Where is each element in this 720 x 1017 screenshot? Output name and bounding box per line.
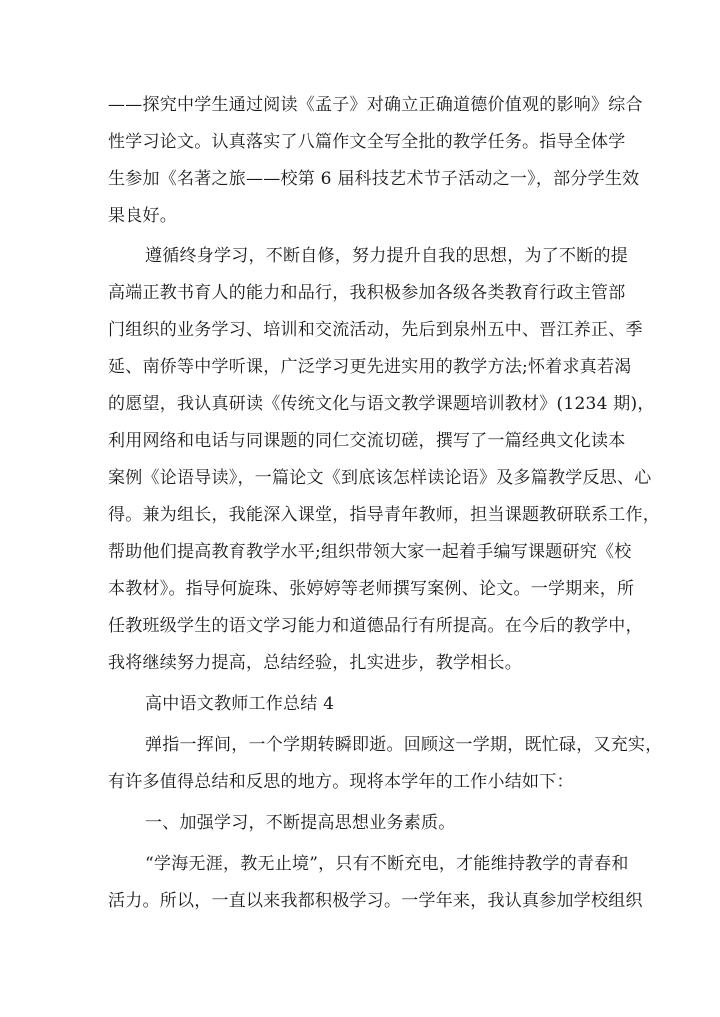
paragraph-line: 高端正教书育人的能力和品行，我积极参加各级各类教育行政主管部: [108, 283, 626, 303]
paragraph-line: 利用网络和电话与同课题的同仁交流切磋，撰写了一篇经典文化读本: [108, 431, 626, 451]
paragraph-line: 遵循终身学习，不断自修，努力提升自我的思想，为了不断的提: [145, 246, 628, 266]
paragraph-line: 性学习论文。认真落实了八篇作文全写全批的教学任务。指导全体学: [108, 132, 626, 152]
paragraph-line: 门组织的业务学习、培训和交流活动，先后到泉州五中、晋江养正、季: [108, 320, 643, 340]
paragraph-line: 生参加《名著之旅——校第 6 届科技艺术节子活动之一》，部分学生效: [108, 169, 640, 189]
paragraph-line: 帮助他们提高教育教学水平;组织带领大家一起着手编写课题研究《校: [108, 542, 632, 562]
section-heading: 高中语文教师工作总结 4: [145, 694, 335, 714]
paragraph-line: 果良好。: [108, 206, 177, 226]
paragraph-line: ——探究中学生通过阅读《孟子》对确立正确道德价值观的影响》综合: [108, 95, 643, 115]
paragraph-line: 我将继续努力提高，总结经验，扎实进步，教学相长。: [108, 653, 522, 673]
paragraph-line: 本教材》。指导何旋珠、张婷婷等老师撰写案例、论文。一学期来，所: [108, 579, 635, 599]
paragraph-line: 案例《论语导读》，一篇论文《到底该怎样读论语》及多篇教学反思、心: [108, 468, 652, 488]
paragraph-line: 的愿望，我认真研读《传统文化与语文教学课题培训教材》(1234 期)，: [108, 394, 655, 414]
paragraph-line: 有许多值得总结和反思的地方。现将本学年的工作小结如下：: [108, 772, 574, 792]
paragraph-line: “学海无涯，教无止境”，只有不断充电，才能维持教学的青春和: [145, 854, 629, 874]
paragraph-line: 得。兼为组长，我能深入课堂，指导青年教师，担当课题教研联系工作，: [108, 505, 660, 525]
subheading-line: 一、加强学习，不断提高思想业务素质。: [145, 813, 456, 833]
paragraph-line: 弹指一挥间，一个学期转瞬即逝。回顾这一学期，既忙碌，又充实，: [145, 735, 663, 755]
paragraph-line: 活力。所以，一直以来我都积极学习。一学年来，我认真参加学校组织: [108, 891, 643, 911]
paragraph-line: 延、南侨等中学听课，广泛学习更先进实用的教学方法;怀着求真若渴: [108, 357, 632, 377]
paragraph-line: 任教班级学生的语文学习能力和道德品行有所提高。在今后的教学中，: [108, 616, 643, 636]
